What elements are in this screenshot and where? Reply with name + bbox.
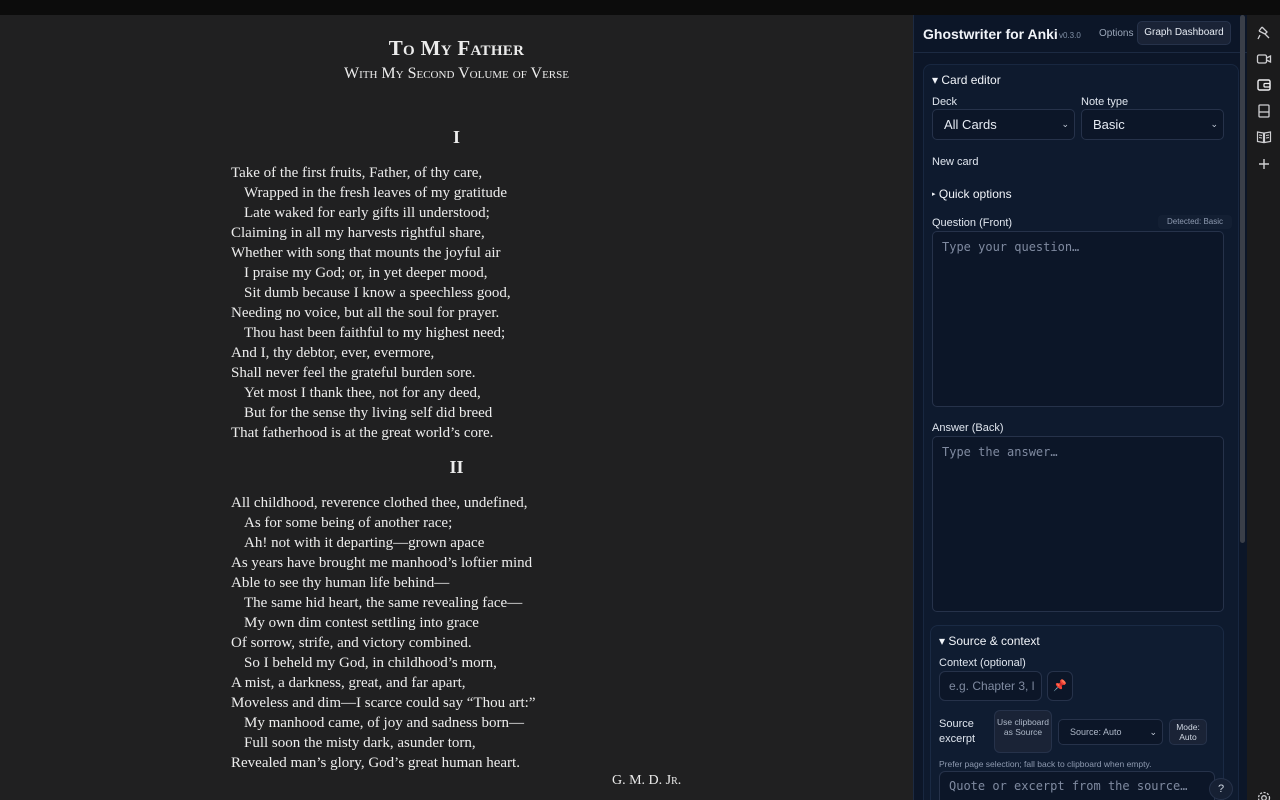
stanza	[231, 163, 751, 443]
poem-line: That fatherhood is at the great world’s core.	[231, 425, 494, 441]
quick-options-toggle[interactable]	[932, 187, 1012, 201]
context-input[interactable]: e.g. Chapter 3, l	[939, 671, 1042, 701]
deck-select[interactable]	[932, 109, 1075, 140]
source-excerpt-label: Source excerpt	[939, 718, 976, 745]
stanza	[231, 493, 751, 773]
note-type-select[interactable]	[1081, 109, 1224, 140]
poem-line: Yet most I thank thee, not for any deed,	[244, 385, 481, 401]
source-hint: Prefer page selection; fall back to clipboard when empty.	[939, 759, 1152, 769]
poem-line: Shall never feel the grateful burden sore.	[231, 365, 476, 381]
wallet-icon[interactable]	[1256, 77, 1272, 93]
note-type-value: Basic	[1093, 117, 1125, 132]
card-editor-toggle[interactable]: ▾ Card editor	[932, 73, 1001, 87]
question-label: Question (Front)	[932, 217, 1013, 229]
poem-line: Ah! not with it departing—grown apace	[244, 535, 485, 551]
poem-line: Late waked for early gifts ill understood;	[244, 205, 490, 221]
pin-button[interactable]	[1047, 671, 1073, 701]
source-excerpt-textarea[interactable]: Quote or excerpt from the source…	[939, 771, 1215, 800]
answer-textarea[interactable]: Type the answer…	[932, 436, 1224, 612]
chevron-down-icon: ⌄	[1149, 727, 1157, 737]
bookmark-icon[interactable]	[1256, 103, 1272, 119]
poem-line: Wrapped in the fresh leaves of my gratitude	[244, 185, 508, 201]
open-book-icon[interactable]	[1256, 129, 1272, 145]
poem-line: Moveless and dim—I scarce could say “Thou art:”	[231, 695, 536, 711]
help-button[interactable]: ?	[1209, 778, 1233, 800]
poem-line: Claiming in all my harvests rightful share,	[231, 225, 485, 241]
detected-badge: Detected: Basic	[1158, 215, 1232, 229]
plus-icon[interactable]	[1256, 156, 1272, 172]
reader-view	[0, 15, 913, 800]
ghostwriter-panel	[913, 15, 1247, 800]
video-icon[interactable]	[1256, 51, 1272, 67]
poem-line: My manhood came, of joy and sadness born—	[244, 715, 524, 731]
mode-button[interactable]: Mode: Auto	[1169, 719, 1207, 745]
poem-title: To My Father	[388, 36, 525, 60]
poem-line: Able to see thy human life behind—	[231, 575, 450, 591]
poem-signature: G. M. D. Jr.	[612, 773, 682, 788]
poem-line: So I beheld my God, in childhood’s morn,	[244, 655, 497, 671]
poem-line: And I, thy debtor, ever, evermore,	[231, 345, 435, 361]
poem-line: Whether with song that mounts the joyful air	[231, 245, 501, 261]
card-editor-summary: Card editor	[941, 73, 1001, 87]
graph-dashboard-button[interactable]: Graph Dashboard	[1137, 21, 1231, 45]
source-context-section	[930, 625, 1224, 800]
poem-line: Take of the first fruits, Father, of thy care,	[231, 165, 483, 181]
pin-icon: 📌	[1053, 680, 1067, 692]
chevron-down-icon: ⌄	[1210, 119, 1218, 129]
poem-line: Revealed man’s glory, God’s great human heart.	[231, 755, 520, 771]
poem-line: As for some being of another race;	[244, 515, 453, 531]
app-version: v0.3.0	[1059, 31, 1081, 40]
deck-label: Deck	[932, 96, 958, 108]
panel-scrollbar[interactable]	[1240, 15, 1245, 543]
poem-line: My own dim contest settling into grace	[244, 615, 479, 631]
side-rail	[1247, 15, 1280, 800]
settings-icon[interactable]	[1256, 790, 1272, 800]
browser-top-bar	[0, 0, 1280, 15]
note-type-label: Note type	[1081, 96, 1129, 108]
poem-line: But for the sense thy living self did breed	[244, 405, 493, 421]
poem-line: Of sorrow, strife, and victory combined.	[231, 635, 472, 651]
source-context-summary: Source & context	[948, 634, 1040, 648]
source-context-toggle[interactable]: ▾ Source & context	[939, 634, 1040, 648]
poem-line: Full soon the misty dark, asunder torn,	[244, 735, 476, 751]
poem-line: A mist, a darkness, great, and far apart,	[231, 675, 466, 691]
use-clipboard-button[interactable]: Use clipboard as Source	[994, 710, 1052, 753]
question-textarea[interactable]: Type your question…	[932, 231, 1224, 407]
deck-value: All Cards	[944, 117, 997, 132]
stanza-number: I	[452, 127, 460, 147]
poem-line: All childhood, reverence clothed thee, undefined,	[231, 495, 528, 511]
source-select[interactable]	[1058, 719, 1163, 745]
chevron-down-icon: ⌄	[1061, 119, 1069, 129]
poem-subtitle: With My Second Volume of Verse	[344, 65, 569, 82]
sparkle-pin-icon[interactable]	[1256, 25, 1272, 41]
poem-line: Thou hast been faithful to my highest need;	[244, 325, 506, 341]
context-label: Context (optional)	[939, 657, 1026, 669]
poem-line: The same hid heart, the same revealing face—	[244, 595, 523, 611]
poem-line: Sit dumb because I know a speechless good,	[244, 285, 511, 301]
poem-line: As years have brought me manhood’s loftier mind	[231, 555, 533, 571]
source-select-value: Source: Auto	[1070, 727, 1122, 737]
panel-header	[914, 15, 1247, 53]
new-card-label: New card	[932, 156, 979, 168]
poem-line: Needing no voice, but all the soul for prayer.	[231, 305, 500, 321]
poem-line: I praise my God; or, in yet deeper mood,	[244, 265, 488, 281]
options-link[interactable]: Options	[1099, 28, 1134, 39]
answer-label: Answer (Back)	[932, 422, 1004, 434]
caret-right-icon: ▸	[932, 191, 936, 198]
quick-options-label: Quick options	[938, 187, 1012, 201]
app-title: Ghostwriter for Anki	[923, 26, 1058, 42]
stanza-number: II	[449, 457, 464, 477]
